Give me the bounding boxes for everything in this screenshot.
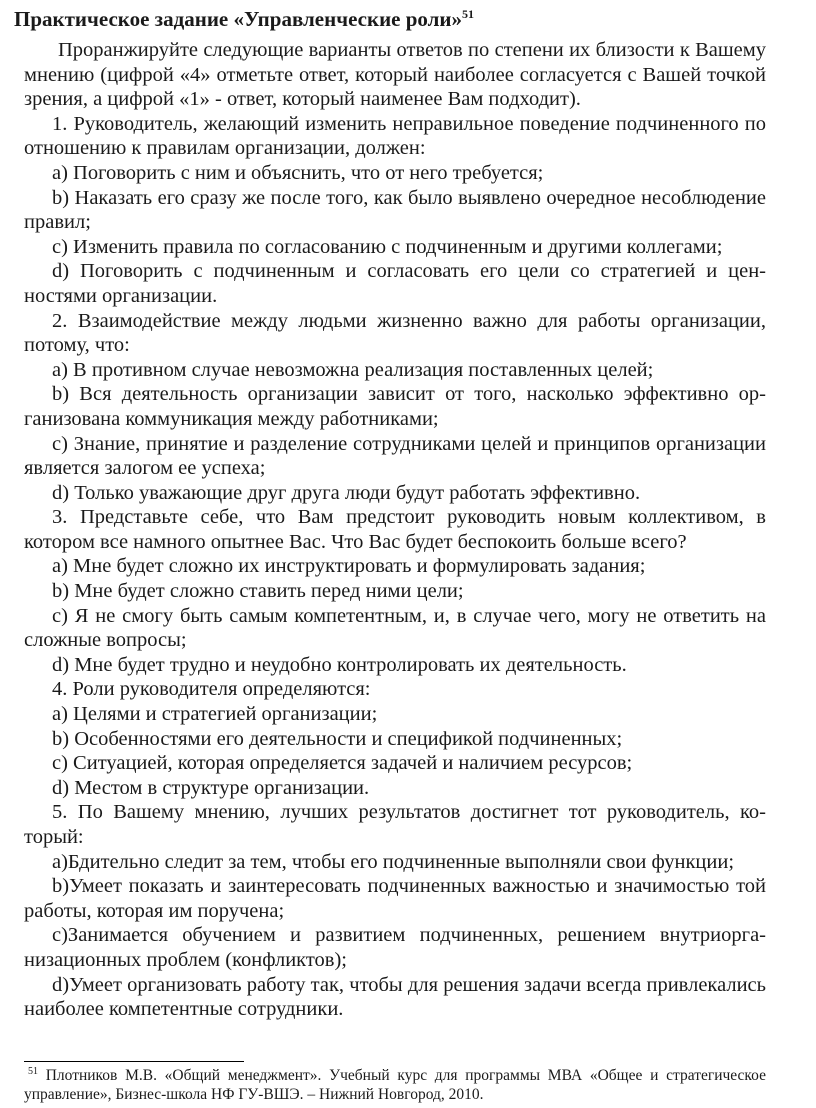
footnote-ref: 51: [28, 1065, 38, 1077]
intro-paragraph: Проранжируйте следующие варианты ответов по степени их близости к Вашему мнению (цифрой «4» отметьте ответ, который наиболее согласуется с Вашей точкой зрения, а цифрой «1» - ответ, который наименее Вам подходит).: [24, 39, 766, 111]
question-4-option-d: d) Местом в структуре организации.: [52, 776, 370, 799]
question-2-option-d: d) Только уважающие друг друга люди будут работать эффективно.: [52, 481, 641, 504]
question-3-option-b: b) Мне будет сложно ставить перед ними цели;: [52, 580, 464, 603]
question-1: 1. Руководитель, желающий изменить неправильное поведение подчиненного по отношению к правилам организации, должен:: [24, 112, 766, 160]
question-1-option-c: c) Изменить правила по согласованию с подчиненным и другими коллегами;: [52, 235, 723, 258]
question-3-option-c: c) Я не смогу быть самым компетентным, и, в случае чего, могу не ответить на сложные вопросы;: [24, 604, 766, 652]
question-4-option-a: a) Целями и стратегией организации;: [52, 703, 378, 726]
question-4-option-b: b) Особенностями его деятельности и спецификой подчиненных;: [52, 727, 623, 750]
page-title: [14, 6, 474, 32]
question-3-option-d: d) Мне будет трудно и неудобно контролировать их деятельность.: [52, 653, 627, 676]
question-1-option-d: d) Поговорить с подчиненным и согласовать его цели со стратегией и ценностями организации.: [24, 260, 766, 307]
question-2-option-c: c) Знание, принятие и разделение сотрудниками целей и принципов организации является залогом ее успеха;: [24, 432, 766, 480]
footnote-text: Плотников М.В. «Общий менеджмент». Учебный курс для программы МВА «Общее и стратегическое управление», Бизнес-школа НФ ГУ-ВШЭ. – Нижний Новгород, 2010.: [24, 1067, 766, 1103]
question-5-option-c: c)Занимается обучением и развитием подчиненных, решением внутриорганизационных проблем (конфликтов);: [24, 924, 766, 971]
question-2: 2. Взаимодействие между людьми жизненно важно для работы организации, потому, что:: [24, 309, 766, 357]
footnote-divider: [24, 1061, 244, 1062]
question-5-option-b: b)Умеет показать и заинтересовать подчиненных важностью и значимостью той работы, которая им поручена;: [24, 875, 766, 922]
question-5-option-d: d)Умеет организовать работу так, чтобы для решения задачи всегда привлекались наиболее компетентные сотрудники.: [24, 973, 766, 1021]
title-text: Практическое задание «Управленческие роли»: [14, 7, 463, 31]
question-4: 4. Роли руководителя определяются:: [52, 678, 371, 701]
question-4-option-c: c) Ситуацией, которая определяется задачей и наличием ресурсов;: [52, 752, 633, 775]
footnote: [24, 1066, 766, 1104]
question-2-option-b: b) Вся деятельность организации зависит от того, насколько эффективно организована коммуникация между работниками;: [24, 383, 766, 430]
title-footnote-ref: 51: [462, 7, 475, 21]
question-3-option-a: a) Мне будет сложно их инструктировать и формулировать задания;: [52, 555, 646, 578]
question-5: 5. По Вашему мнению, лучших результатов достигнет тот руководитель, который:: [24, 801, 766, 848]
question-5-option-a: a)Бдительно следит за тем, чтобы его подчиненные выполняли свои функции;: [52, 850, 735, 873]
document-body: [24, 38, 766, 1022]
question-1-option-a: a) Поговорить с ним и объяснить, что от него требуется;: [52, 161, 544, 184]
question-1-option-b: b) Наказать его сразу же после того, как было выявлено очередное несоблюдение правил;: [24, 186, 766, 234]
question-2-option-a: a) В противном случае невозможна реализация поставленных целей;: [52, 358, 654, 381]
question-3: 3. Представьте себе, что Вам предстоит руководить новым коллективом, в котором все намного опытнее Вас. Что Вас будет беспокоить больше всего?: [24, 506, 766, 553]
